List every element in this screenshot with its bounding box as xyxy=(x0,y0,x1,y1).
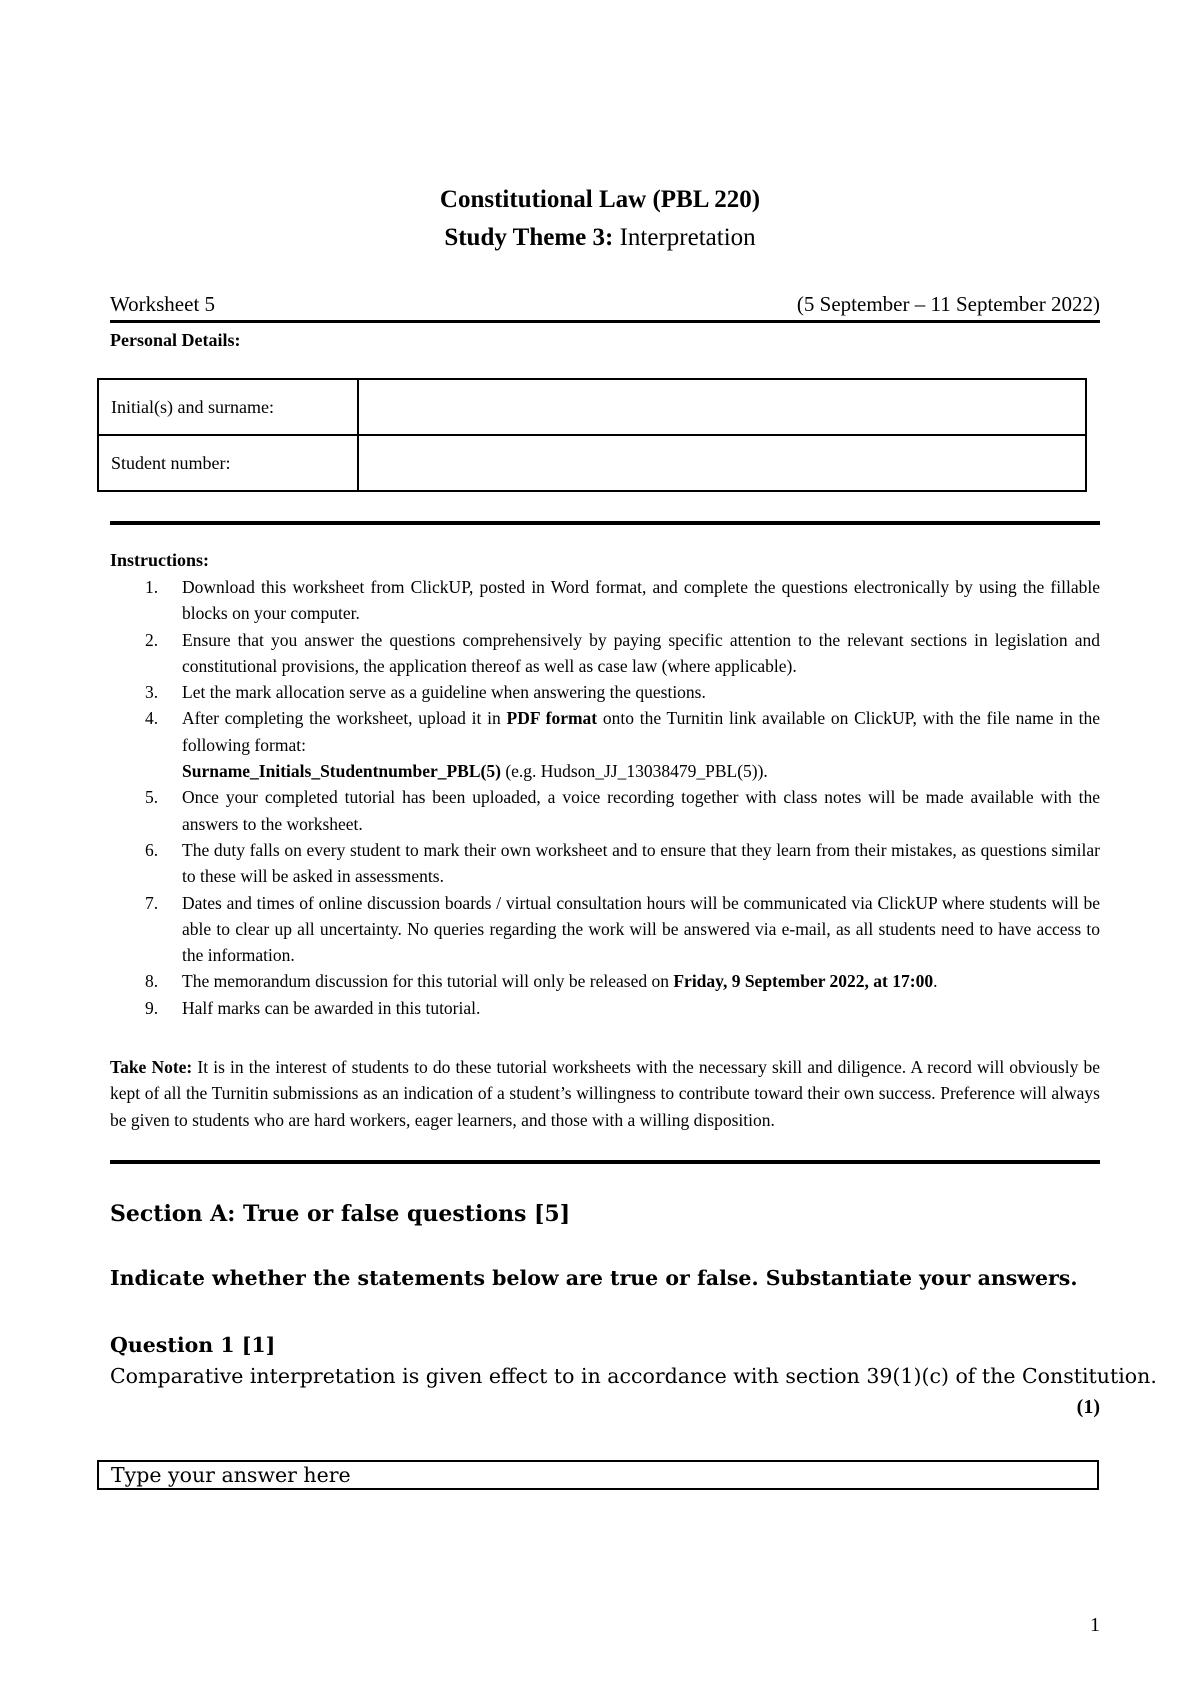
list-text: Download this worksheet from ClickUP, posted in Word format, and complete the questions electronically by using the fillable blocks on your computer. xyxy=(182,577,1100,624)
list-text: Ensure that you answer the questions comprehensively by paying specific attention to the relevant sections in legislation and constitutional provisions, the application thereof as well as case law (where applicable). xyxy=(182,629,1100,676)
list-text: onto the Turnitin link available on ClickUP, with the file name in the following format: xyxy=(182,708,1100,755)
list-text: Let the mark allocation serve as a guideline when answering the questions. xyxy=(182,682,706,703)
release-date: Friday, 9 September 2022, at 17:00 xyxy=(673,971,934,992)
list-item xyxy=(110,968,1100,994)
study-theme xyxy=(0,224,1200,252)
surname-field[interactable] xyxy=(358,379,1086,435)
worksheet-number: Worksheet 5 xyxy=(110,292,216,316)
list-item xyxy=(110,890,1100,969)
worksheet-row xyxy=(110,292,1100,317)
list-text: After completing the worksheet, upload it in xyxy=(182,708,507,729)
list-number: 1. xyxy=(145,577,159,597)
list-number: 6. xyxy=(145,839,159,860)
section-a-heading: Section A: True or false questions [5] xyxy=(110,1201,571,1227)
take-note xyxy=(110,1054,1100,1133)
list-text: Dates and times of online discussion boards / virtual consultation hours will be communicated via ClickUP where students will be able to clear up all uncertainty. No queries regarding the work will be answered via e-mail, as all students need to have access to the information. xyxy=(182,892,1100,966)
instructions-heading: Instructions: xyxy=(110,550,210,570)
study-theme-name: Interpretation xyxy=(619,224,756,251)
student-number-field[interactable] xyxy=(358,435,1086,491)
surname-label: Initial(s) and surname: xyxy=(98,379,358,435)
list-item xyxy=(110,705,1100,784)
pdf-format-text: PDF format xyxy=(506,708,598,729)
table-row xyxy=(98,435,1086,491)
question-1-answer-field[interactable]: Type your answer here xyxy=(97,1460,1099,1490)
take-note-label: Take Note: xyxy=(110,1057,193,1077)
list-text: Once your completed tutorial has been uploaded, a voice recording together with class notes will be made available with the answers to the worksheet. xyxy=(182,787,1100,834)
list-number: 4. xyxy=(145,708,159,729)
question-1-mark: (1) xyxy=(1076,1396,1100,1418)
list-number: 2. xyxy=(145,629,159,650)
personal-details-table xyxy=(97,378,1087,492)
list-number: 5. xyxy=(145,787,159,808)
personal-details-label: Personal Details: xyxy=(110,330,241,350)
list-item xyxy=(110,679,1100,705)
list-number: 3. xyxy=(145,682,159,703)
list-text: The duty falls on every student to mark their own worksheet and to ensure that they learn from their mistakes, as questions similar to these will be asked in assessments. xyxy=(182,839,1100,887)
divider xyxy=(110,320,1100,323)
question-1-heading: Question 1 [1] xyxy=(110,1333,276,1357)
list-number: 9. xyxy=(145,997,159,1018)
list-item xyxy=(110,574,1100,627)
list-item xyxy=(110,995,1100,1021)
file-name-example: (e.g. Hudson_JJ_13038479_PBL(5)). xyxy=(500,761,768,782)
divider xyxy=(110,521,1100,525)
instructions-list xyxy=(110,574,1100,1021)
student-number-label: Student number: xyxy=(98,435,358,491)
list-text: The memorandum discussion for this tutorial will only be released on xyxy=(182,971,674,992)
section-a-instruction: Indicate whether the statements below are true or false. Substantiate your answers. xyxy=(110,1266,1078,1290)
divider xyxy=(110,1160,1100,1164)
take-note-text: It is in the interest of students to do these tutorial worksheets with the necessary skill and diligence. A record will obviously be kept of all the Turnitin submissions as an indication of a student’s willingness to contribute toward their own success. Preference will always be given to students who are hard workers, eager learners, and those with a willing disposition. xyxy=(110,1057,1100,1130)
worksheet-dates: (5 September – 11 September 2022) xyxy=(796,292,1100,316)
list-item xyxy=(110,627,1100,680)
list-text: Half marks can be awarded in this tutorial. xyxy=(182,997,481,1018)
list-item xyxy=(110,784,1100,837)
list-item xyxy=(110,837,1100,890)
document-title: Constitutional Law (PBL 220) xyxy=(439,186,761,213)
study-theme-label: Study Theme 3: xyxy=(444,224,614,251)
page-number: 1 xyxy=(1090,1614,1100,1636)
list-number: 7. xyxy=(145,892,159,913)
list-number: 8. xyxy=(145,971,159,992)
table-row xyxy=(98,379,1086,435)
file-name-format: Surname_Initials_Studentnumber_PBL(5) xyxy=(182,761,501,782)
list-text: . xyxy=(933,971,938,992)
question-1-text: Comparative interpretation is given effect to in accordance with section 39(1)(c) of the Constitution. xyxy=(110,1364,1157,1388)
